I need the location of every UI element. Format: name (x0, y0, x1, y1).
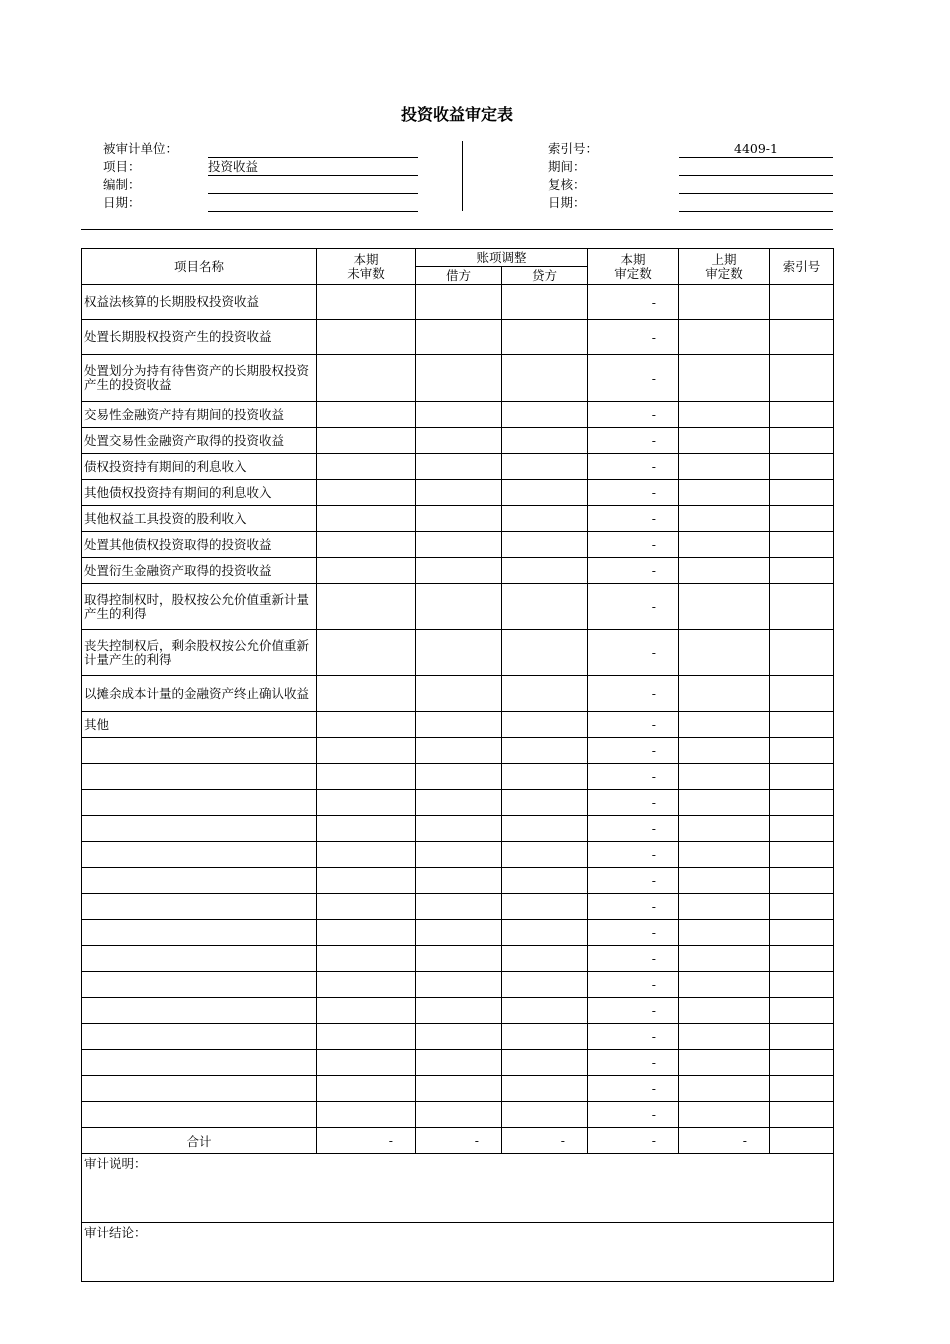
table-row (82, 480, 834, 506)
row-debit[interactable] (416, 946, 502, 972)
row-prior[interactable] (679, 1076, 770, 1102)
header-field (103, 194, 423, 212)
table-row (82, 584, 834, 630)
row-unaudited[interactable] (317, 816, 416, 842)
row-unaudited[interactable] (317, 894, 416, 920)
row-prior[interactable] (679, 402, 770, 428)
row-prior[interactable] (679, 1050, 770, 1076)
row-audited[interactable]: - (588, 532, 679, 558)
row-credit[interactable] (502, 584, 588, 630)
row-audited[interactable]: - (588, 320, 679, 355)
row-name[interactable]: 处置衍生金融资产取得的投资收益 (82, 558, 317, 584)
row-unaudited[interactable] (317, 532, 416, 558)
row-unaudited[interactable] (317, 402, 416, 428)
col-header-prior: 上期 审定数 (679, 249, 770, 285)
header-rule (81, 229, 833, 230)
total-row (82, 1128, 834, 1154)
row-debit[interactable] (416, 1102, 502, 1128)
row-credit[interactable] (502, 764, 588, 790)
table-row (82, 506, 834, 532)
row-ref[interactable] (770, 676, 834, 712)
header-field-label: 被审计单位： (103, 141, 179, 156)
row-prior[interactable] (679, 894, 770, 920)
row-audited[interactable]: - (588, 816, 679, 842)
row-prior[interactable] (679, 842, 770, 868)
row-credit[interactable] (502, 285, 588, 320)
table-row (82, 1076, 834, 1102)
row-credit[interactable] (502, 506, 588, 532)
row-name[interactable]: 处置其他债权投资取得的投资收益 (82, 532, 317, 558)
row-ref[interactable] (770, 428, 834, 454)
row-ref[interactable] (770, 816, 834, 842)
total-audited: - (588, 1128, 679, 1154)
row-audited[interactable]: - (588, 842, 679, 868)
col-header-ref: 索引号 (770, 249, 834, 285)
total-credit: - (502, 1128, 588, 1154)
row-audited[interactable]: - (588, 402, 679, 428)
table-row (82, 320, 834, 355)
row-prior[interactable] (679, 972, 770, 998)
row-prior[interactable] (679, 790, 770, 816)
row-debit[interactable] (416, 320, 502, 355)
row-name[interactable]: 交易性金融资产持有期间的投资收益 (82, 402, 317, 428)
row-audited[interactable]: - (588, 998, 679, 1024)
row-audited[interactable]: - (588, 454, 679, 480)
row-credit[interactable] (502, 630, 588, 676)
row-unaudited[interactable] (317, 972, 416, 998)
page-title: 投资收益审定表 (400, 105, 513, 124)
row-credit[interactable] (502, 1076, 588, 1102)
row-credit[interactable] (502, 868, 588, 894)
row-unaudited[interactable] (317, 630, 416, 676)
row-ref[interactable] (770, 532, 834, 558)
row-debit[interactable] (416, 738, 502, 764)
row-credit[interactable] (502, 676, 588, 712)
row-audited[interactable]: - (588, 584, 679, 630)
row-unaudited[interactable] (317, 320, 416, 355)
row-debit[interactable] (416, 1050, 502, 1076)
row-credit[interactable] (502, 402, 588, 428)
row-debit[interactable] (416, 712, 502, 738)
row-unaudited[interactable] (317, 584, 416, 630)
table-row (82, 868, 834, 894)
col-header-audited: 本期 审定数 (588, 249, 679, 285)
row-unaudited[interactable] (317, 1102, 416, 1128)
header-field-label: 日期： (103, 195, 141, 210)
row-debit[interactable] (416, 480, 502, 506)
row-name[interactable]: 债权投资持有期间的利息收入 (82, 454, 317, 480)
row-ref[interactable] (770, 506, 834, 532)
row-ref[interactable] (770, 894, 834, 920)
header-divider (462, 141, 463, 211)
row-audited[interactable]: - (588, 1024, 679, 1050)
row-debit[interactable] (416, 764, 502, 790)
row-debit[interactable] (416, 558, 502, 584)
row-prior[interactable] (679, 532, 770, 558)
row-ref[interactable] (770, 764, 834, 790)
row-credit[interactable] (502, 738, 588, 764)
row-prior[interactable] (679, 764, 770, 790)
row-name[interactable] (82, 998, 317, 1024)
row-name[interactable]: 取得控制权时，股权按公允价值重新计量产生的利得 (82, 584, 317, 630)
row-prior[interactable] (679, 738, 770, 764)
row-debit[interactable] (416, 355, 502, 402)
total-unaudited: - (317, 1128, 416, 1154)
row-unaudited[interactable] (317, 998, 416, 1024)
row-prior[interactable] (679, 320, 770, 355)
row-audited[interactable]: - (588, 712, 679, 738)
total-debit: - (416, 1128, 502, 1154)
table-row (82, 946, 834, 972)
row-audited[interactable]: - (588, 285, 679, 320)
row-audited[interactable]: - (588, 428, 679, 454)
header-field-input[interactable]: 4409-1 (679, 140, 833, 158)
row-debit[interactable] (416, 998, 502, 1024)
table-row (82, 532, 834, 558)
row-audited[interactable]: - (588, 506, 679, 532)
row-credit[interactable] (502, 454, 588, 480)
col-header-adjust: 账项调整 (416, 249, 588, 267)
row-debit[interactable] (416, 402, 502, 428)
row-credit[interactable] (502, 816, 588, 842)
total-ref (770, 1128, 834, 1154)
row-ref[interactable] (770, 402, 834, 428)
header-field-input[interactable] (679, 194, 833, 212)
row-name[interactable]: 权益法核算的长期股权投资收益 (82, 285, 317, 320)
header-field-label: 复核： (548, 177, 586, 192)
header-field (103, 140, 423, 158)
audit-table (81, 248, 834, 1282)
row-debit[interactable] (416, 584, 502, 630)
header-field-label: 项目： (103, 159, 141, 174)
row-debit[interactable] (416, 790, 502, 816)
row-name[interactable] (82, 946, 317, 972)
row-credit[interactable] (502, 480, 588, 506)
table-row (82, 402, 834, 428)
row-debit[interactable] (416, 972, 502, 998)
header-field-input[interactable]: 投资收益 (208, 158, 418, 176)
row-audited[interactable]: - (588, 868, 679, 894)
table-row (82, 676, 834, 712)
table-row (82, 428, 834, 454)
row-name[interactable] (82, 972, 317, 998)
row-name[interactable] (82, 868, 317, 894)
row-prior[interactable] (679, 676, 770, 712)
row-unaudited[interactable] (317, 1024, 416, 1050)
header-field-label: 期间： (548, 159, 586, 174)
row-ref[interactable] (770, 790, 834, 816)
row-unaudited[interactable] (317, 1076, 416, 1102)
total-label: 合计 (82, 1128, 317, 1154)
row-ref[interactable] (770, 630, 834, 676)
table-row (82, 738, 834, 764)
row-name[interactable] (82, 894, 317, 920)
row-debit[interactable] (416, 920, 502, 946)
row-credit[interactable] (502, 1024, 588, 1050)
table-row (82, 816, 834, 842)
row-audited[interactable]: - (588, 1076, 679, 1102)
row-debit[interactable] (416, 842, 502, 868)
table-row (82, 1050, 834, 1076)
row-audited[interactable]: - (588, 630, 679, 676)
header-field (548, 176, 838, 194)
row-ref[interactable] (770, 1024, 834, 1050)
row-name[interactable] (82, 764, 317, 790)
row-ref[interactable] (770, 972, 834, 998)
table-row (82, 712, 834, 738)
row-unaudited[interactable] (317, 764, 416, 790)
row-debit[interactable] (416, 816, 502, 842)
row-prior[interactable] (679, 816, 770, 842)
col-header-name: 项目名称 (82, 249, 317, 285)
row-name[interactable]: 其他权益工具投资的股利收入 (82, 506, 317, 532)
row-debit[interactable] (416, 1024, 502, 1050)
row-debit[interactable] (416, 532, 502, 558)
row-ref[interactable] (770, 712, 834, 738)
row-debit[interactable] (416, 506, 502, 532)
header-field (548, 158, 838, 176)
row-ref[interactable] (770, 920, 834, 946)
row-audited[interactable]: - (588, 738, 679, 764)
row-audited[interactable]: - (588, 676, 679, 712)
table-row (82, 894, 834, 920)
row-prior[interactable] (679, 630, 770, 676)
row-ref[interactable] (770, 1076, 834, 1102)
row-unaudited[interactable] (317, 738, 416, 764)
row-debit[interactable] (416, 1076, 502, 1102)
row-audited[interactable]: - (588, 355, 679, 402)
row-prior[interactable] (679, 454, 770, 480)
header-field-input[interactable] (208, 176, 418, 194)
row-prior[interactable] (679, 998, 770, 1024)
header-field-label: 索引号： (548, 141, 599, 156)
table-row (82, 920, 834, 946)
row-prior[interactable] (679, 558, 770, 584)
table-row (82, 998, 834, 1024)
row-name[interactable]: 处置交易性金融资产取得的投资收益 (82, 428, 317, 454)
row-name[interactable]: 处置长期股权投资产生的投资收益 (82, 320, 317, 355)
row-credit[interactable] (502, 712, 588, 738)
row-unaudited[interactable] (317, 712, 416, 738)
row-ref[interactable] (770, 480, 834, 506)
row-credit[interactable] (502, 920, 588, 946)
row-prior[interactable] (679, 506, 770, 532)
row-prior[interactable] (679, 868, 770, 894)
table-row (82, 972, 834, 998)
row-ref[interactable] (770, 738, 834, 764)
row-prior[interactable] (679, 355, 770, 402)
row-name[interactable]: 其他 (82, 712, 317, 738)
row-credit[interactable] (502, 1102, 588, 1128)
row-name[interactable] (82, 920, 317, 946)
row-credit[interactable] (502, 428, 588, 454)
row-prior[interactable] (679, 920, 770, 946)
row-debit[interactable] (416, 630, 502, 676)
row-ref[interactable] (770, 1102, 834, 1128)
table-row (82, 630, 834, 676)
row-prior[interactable] (679, 285, 770, 320)
row-ref[interactable] (770, 355, 834, 402)
row-ref[interactable] (770, 1050, 834, 1076)
row-credit[interactable] (502, 972, 588, 998)
row-debit[interactable] (416, 428, 502, 454)
row-audited[interactable]: - (588, 790, 679, 816)
row-audited[interactable]: - (588, 894, 679, 920)
header-field (103, 158, 423, 176)
table-row (82, 355, 834, 402)
header-field (548, 194, 838, 212)
row-ref[interactable] (770, 998, 834, 1024)
row-audited[interactable]: - (588, 946, 679, 972)
row-name[interactable]: 丧失控制权后，剩余股权按公允价值重新计量产生的利得 (82, 630, 317, 676)
row-unaudited[interactable] (317, 790, 416, 816)
row-debit[interactable] (416, 894, 502, 920)
row-name[interactable]: 其他债权投资持有期间的利息收入 (82, 480, 317, 506)
table-row (82, 842, 834, 868)
row-unaudited[interactable] (317, 920, 416, 946)
table-row (82, 790, 834, 816)
header-field-input[interactable] (679, 158, 833, 176)
row-prior[interactable] (679, 946, 770, 972)
header-field-label: 日期： (548, 195, 586, 210)
row-credit[interactable] (502, 558, 588, 584)
row-audited[interactable]: - (588, 972, 679, 998)
header-field-input[interactable] (208, 140, 418, 158)
col-header-unaudited: 本期 未审数 (317, 249, 416, 285)
row-unaudited[interactable] (317, 355, 416, 402)
row-debit[interactable] (416, 676, 502, 712)
row-prior[interactable] (679, 712, 770, 738)
col-header-credit: 贷方 (502, 267, 588, 285)
header-field-label: 编制： (103, 177, 141, 192)
row-unaudited[interactable] (317, 428, 416, 454)
row-credit[interactable] (502, 842, 588, 868)
row-ref[interactable] (770, 842, 834, 868)
header-field-input[interactable] (679, 176, 833, 194)
table-row (82, 764, 834, 790)
row-audited[interactable]: - (588, 1050, 679, 1076)
row-name[interactable] (82, 1050, 317, 1076)
row-credit[interactable] (502, 320, 588, 355)
row-audited[interactable]: - (588, 764, 679, 790)
row-credit[interactable] (502, 790, 588, 816)
row-audited[interactable]: - (588, 480, 679, 506)
row-unaudited[interactable] (317, 558, 416, 584)
total-prior: - (679, 1128, 770, 1154)
row-unaudited[interactable] (317, 285, 416, 320)
row-unaudited[interactable] (317, 1050, 416, 1076)
row-debit[interactable] (416, 868, 502, 894)
row-name[interactable] (82, 790, 317, 816)
table-row (82, 1024, 834, 1050)
col-header-debit: 借方 (416, 267, 502, 285)
row-prior[interactable] (679, 428, 770, 454)
table-row (82, 1102, 834, 1128)
table-row (82, 558, 834, 584)
row-unaudited[interactable] (317, 480, 416, 506)
row-unaudited[interactable] (317, 454, 416, 480)
row-name[interactable] (82, 842, 317, 868)
row-name[interactable]: 以摊余成本计量的金融资产终止确认收益 (82, 676, 317, 712)
row-name[interactable] (82, 738, 317, 764)
row-debit[interactable] (416, 285, 502, 320)
row-ref[interactable] (770, 285, 834, 320)
row-credit[interactable] (502, 946, 588, 972)
row-credit[interactable] (502, 532, 588, 558)
audit-note[interactable]: 审计说明： (82, 1154, 834, 1223)
row-credit[interactable] (502, 1050, 588, 1076)
table-row (82, 454, 834, 480)
row-name[interactable] (82, 1102, 317, 1128)
row-ref[interactable] (770, 868, 834, 894)
header-field (548, 140, 838, 158)
table-row (82, 285, 834, 320)
row-audited[interactable]: - (588, 1102, 679, 1128)
row-unaudited[interactable] (317, 868, 416, 894)
row-ref[interactable] (770, 946, 834, 972)
row-prior[interactable] (679, 480, 770, 506)
row-ref[interactable] (770, 558, 834, 584)
row-unaudited[interactable] (317, 946, 416, 972)
header-field-input[interactable] (208, 194, 418, 212)
row-name[interactable] (82, 1024, 317, 1050)
row-prior[interactable] (679, 1102, 770, 1128)
row-unaudited[interactable] (317, 506, 416, 532)
row-ref[interactable] (770, 584, 834, 630)
audit-conclusion[interactable]: 审计结论： (82, 1223, 834, 1282)
row-debit[interactable] (416, 454, 502, 480)
row-unaudited[interactable] (317, 676, 416, 712)
row-ref[interactable] (770, 454, 834, 480)
row-unaudited[interactable] (317, 842, 416, 868)
row-credit[interactable] (502, 894, 588, 920)
row-name[interactable]: 处置划分为持有待售资产的长期股权投资产生的投资收益 (82, 355, 317, 402)
row-audited[interactable]: - (588, 920, 679, 946)
row-name[interactable] (82, 816, 317, 842)
row-ref[interactable] (770, 320, 834, 355)
row-audited[interactable]: - (588, 558, 679, 584)
row-credit[interactable] (502, 998, 588, 1024)
row-name[interactable] (82, 1076, 317, 1102)
row-credit[interactable] (502, 355, 588, 402)
header-field (103, 176, 423, 194)
row-prior[interactable] (679, 584, 770, 630)
row-prior[interactable] (679, 1024, 770, 1050)
